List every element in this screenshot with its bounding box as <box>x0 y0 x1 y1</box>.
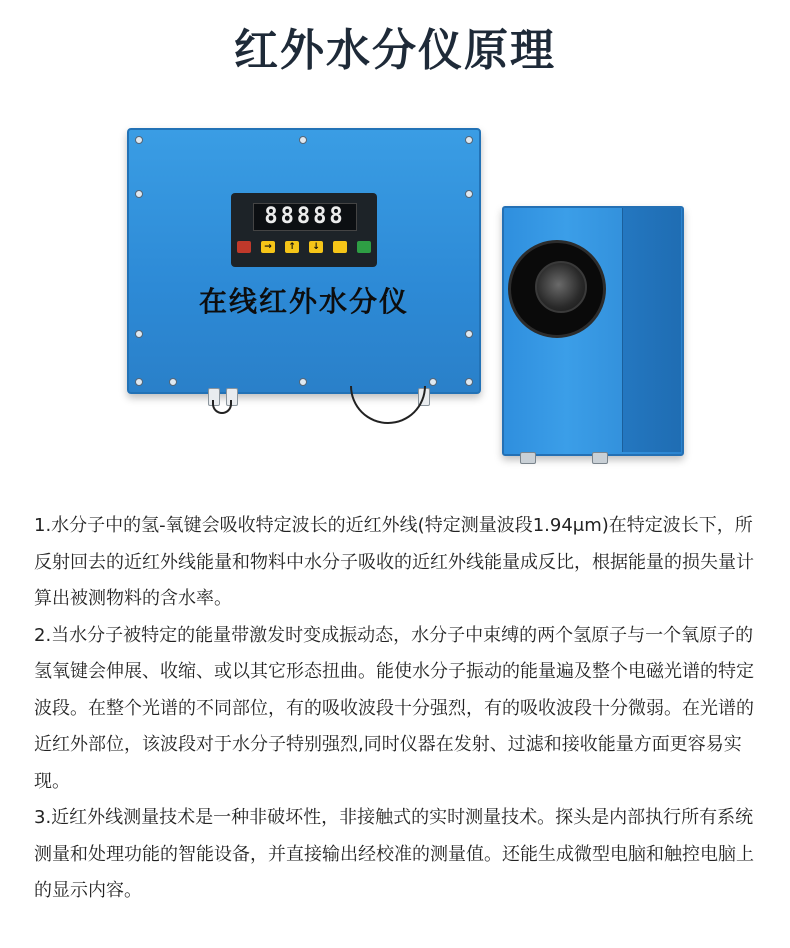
paragraph: 2.当水分子被特定的能量带激发时变成振动态，水分子中束缚的两个氢原子与一个氧原子的氢氧键会伸展、收缩、或以其它形态扭曲。能使水分子振动的能量遍及整个电磁光谱的特定波段。在整个光谱的不同部位，有的吸收波段十分强烈，有的吸收波段十分微弱。在光谱的近红外部位，该波段对于水分子特别强烈,同时仪器在发射、过滤和接收能量方面更容易实现。 <box>34 624 754 792</box>
keypad <box>237 241 371 255</box>
sensor-side-panel <box>622 208 681 452</box>
page-title: 红外水分仪原理 <box>234 25 556 76</box>
product-image <box>0 118 790 490</box>
screw <box>429 378 437 386</box>
screw <box>169 378 177 386</box>
sensor-foot <box>592 452 608 464</box>
panel-label: 在线红外水分仪 <box>198 285 409 318</box>
right-arrow-key: → <box>261 241 275 253</box>
screw <box>465 136 473 144</box>
paragraph: 1.水分子中的氢-氧键会吸收特定波长的近红外线(特定测量波段1.94μm)在特定波长下，所反射回去的近红外线能量和物料中水分子吸收的近红外线能量成反比，根据能量的损失量计算出被测物料的含水率。 <box>34 515 754 609</box>
screw <box>135 330 143 338</box>
digital-readout: 88888 <box>253 203 357 231</box>
screw <box>465 330 473 338</box>
power-key <box>237 241 251 253</box>
sensor-lens <box>535 261 587 313</box>
screw <box>299 378 307 386</box>
paragraph: 3.近红外线测量技术是一种非破坏性，非接触式的实时测量技术。探头是内部执行所有系统测量和处理功能的智能设备，并直接输出经校准的测量值。还能生成微型电脑和触控电脑上的显示内容。 <box>34 807 754 901</box>
screw <box>135 136 143 144</box>
screw <box>465 378 473 386</box>
principle-text <box>34 508 764 910</box>
display-module <box>231 193 377 267</box>
up-arrow-key: ↑ <box>285 241 299 253</box>
screw <box>299 136 307 144</box>
down-arrow-key: ↓ <box>309 241 323 253</box>
cable <box>212 400 232 414</box>
cable <box>350 386 426 424</box>
sensor-foot <box>520 452 536 464</box>
screw <box>465 190 473 198</box>
enter-key <box>333 241 347 253</box>
control-panel-unit <box>127 128 481 394</box>
screw <box>135 378 143 386</box>
set-key <box>357 241 371 253</box>
screw <box>135 190 143 198</box>
